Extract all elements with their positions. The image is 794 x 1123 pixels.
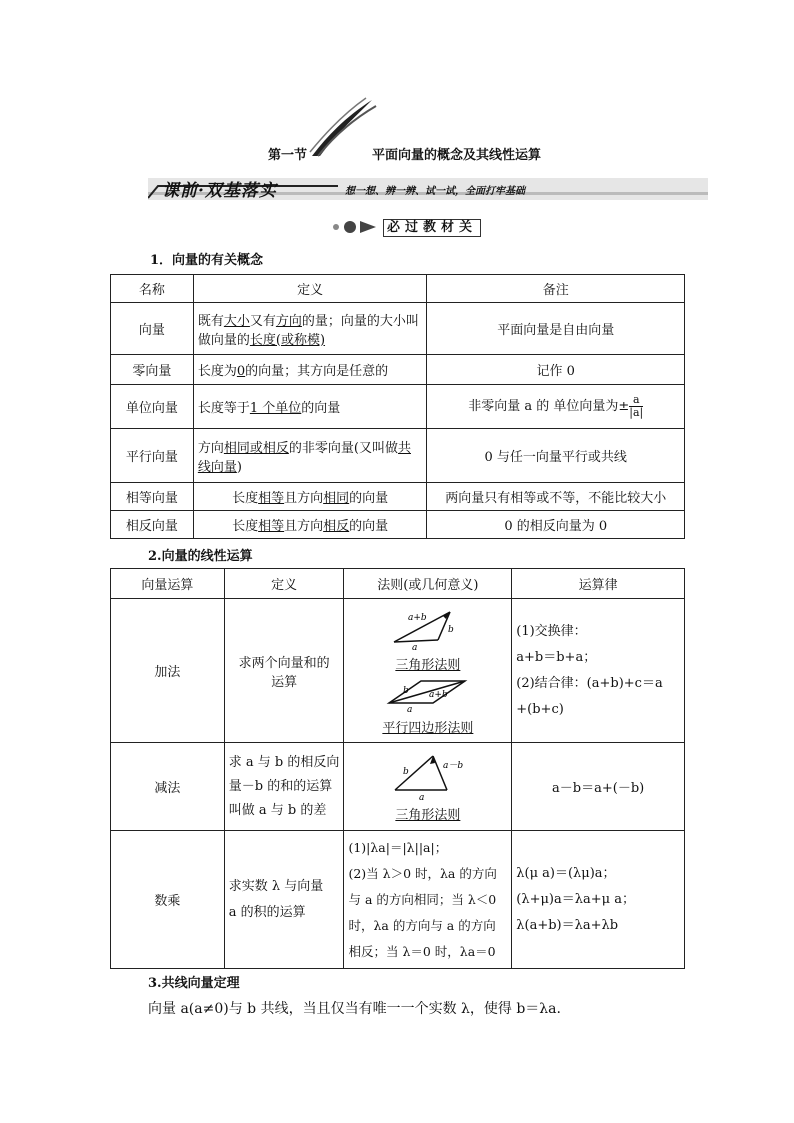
table-row <box>111 483 685 511</box>
table-header-row <box>111 569 685 599</box>
svg-text:a－b: a－b <box>442 761 463 771</box>
svg-text:a+b: a+b <box>428 689 448 700</box>
row-name: 向量 <box>111 303 194 355</box>
col-op: 向量运算 <box>111 569 225 599</box>
row-name: 单位向量 <box>111 385 194 429</box>
op-law: (1)交换律： a+b＝b+a； (2)结合律：(a+b)+c＝a +(b+c) <box>512 599 685 743</box>
op-def: 求实数 λ 与向量 a 的积的运算 <box>224 831 344 969</box>
section-3-heading: 3.共线向量定理 <box>148 976 240 991</box>
swoosh-logo-icon <box>300 96 380 160</box>
row-note: 非零向量 a 的 单位向量为± $\frac{a}{|a|}$ <box>427 385 685 429</box>
col-rule: 法则(或几何意义) <box>344 569 512 599</box>
row-note: 记作 0 <box>427 355 685 385</box>
row-name: 零向量 <box>111 355 194 385</box>
section-number: 第一节 <box>268 148 308 163</box>
row-def: 方向相同或相反的非零向量(又叫做共线向量) <box>193 429 427 483</box>
op-name: 加法 <box>111 599 225 743</box>
op-name: 数乘 <box>111 831 225 969</box>
parallelogram-rule-label: 平行四边形法则 <box>382 720 474 736</box>
svg-text:a: a <box>411 642 418 650</box>
banner-subtitle: 想一想、辨一辨、试一试，全面打牢基础 <box>345 186 525 197</box>
table-row <box>111 599 685 743</box>
svg-text:a: a <box>418 793 425 800</box>
triangle-rule-label: 三角形法则 <box>395 808 461 823</box>
row-def: 长度等于1 个单位的向量 <box>193 385 427 429</box>
col-def: 定义 <box>193 275 427 303</box>
row-name: 相等向量 <box>111 483 194 511</box>
table-row <box>111 429 685 483</box>
section-1-heading: 1．向量的有关概念 <box>150 253 264 268</box>
row-note: 0 与任一向量平行或共线 <box>427 429 685 483</box>
dots-icon <box>330 218 382 236</box>
svg-text:b: b <box>447 624 454 635</box>
row-def: 既有大小又有方向的量；向量的大小叫做向量的长度(或称模) <box>193 303 427 355</box>
row-note: 0 的相反向量为 0 <box>427 511 685 539</box>
op-rule <box>344 743 512 831</box>
svg-text:a+b: a+b <box>407 612 427 623</box>
row-name: 相反向量 <box>111 511 194 539</box>
row-def: 长度相等且方向相同的向量 <box>193 483 427 511</box>
row-note: 平面向量是自由向量 <box>427 303 685 355</box>
table-row <box>111 355 685 385</box>
row-def: 长度为0的向量；其方向是任意的 <box>193 355 427 385</box>
parallelogram-rule-figure <box>383 673 473 713</box>
concepts-table <box>110 274 685 539</box>
banner-title: 课前·双基落实 <box>162 181 277 201</box>
op-def: 求 a 与 b 的相反向 量－b 的和的运算 叫做 a 与 b 的差 <box>224 743 344 831</box>
table-row <box>111 831 685 969</box>
row-name: 平行向量 <box>111 429 194 483</box>
table-header-row <box>111 275 685 303</box>
table-row <box>111 303 685 355</box>
op-def: 求两个向量和的运算 <box>224 599 344 743</box>
page-title: 平面向量的概念及其线性运算 <box>372 148 542 163</box>
table-row <box>111 743 685 831</box>
table-row <box>111 511 685 539</box>
triangle-rule-label: 三角形法则 <box>395 657 461 673</box>
section-2-heading: 2.向量的线性运算 <box>148 549 253 564</box>
col-law: 运算律 <box>512 569 685 599</box>
op-rule <box>344 599 512 743</box>
col-name: 名称 <box>111 275 194 303</box>
svg-text:b: b <box>402 767 409 777</box>
table-row <box>111 385 685 429</box>
op-law: λ(μ a)＝(λμ)a； (λ+μ)a＝λa+μ a； λ(a+b)＝λa+λb <box>512 831 685 969</box>
op-rule: (1)|λa|＝|λ||a|； (2)当 λ＞0 时，λa 的方向 与 a 的方向相同；当 λ＜0 时，λa 的方向与 a 的方向 相反；当 λ＝0 时，λa＝0 <box>344 831 512 969</box>
section-pill: 必过教材关 <box>383 219 481 237</box>
op-law: a－b＝a+(－b) <box>512 743 685 831</box>
collinear-theorem-text: 向量 a(a≠0)与 b 共线，当且仅当有唯一一个实数 λ，使得 b＝λa. <box>148 1001 561 1017</box>
op-name: 减法 <box>111 743 225 831</box>
operations-table <box>110 568 685 969</box>
triangle-rule-figure <box>388 606 468 650</box>
row-note: 两向量只有相等或不等，不能比较大小 <box>427 483 685 511</box>
svg-text:b: b <box>402 685 409 696</box>
col-note: 备注 <box>427 275 685 303</box>
subtraction-triangle-figure <box>383 750 473 800</box>
svg-text:a: a <box>406 704 413 713</box>
row-def: 长度相等且方向相反的向量 <box>193 511 427 539</box>
col-def: 定义 <box>224 569 344 599</box>
